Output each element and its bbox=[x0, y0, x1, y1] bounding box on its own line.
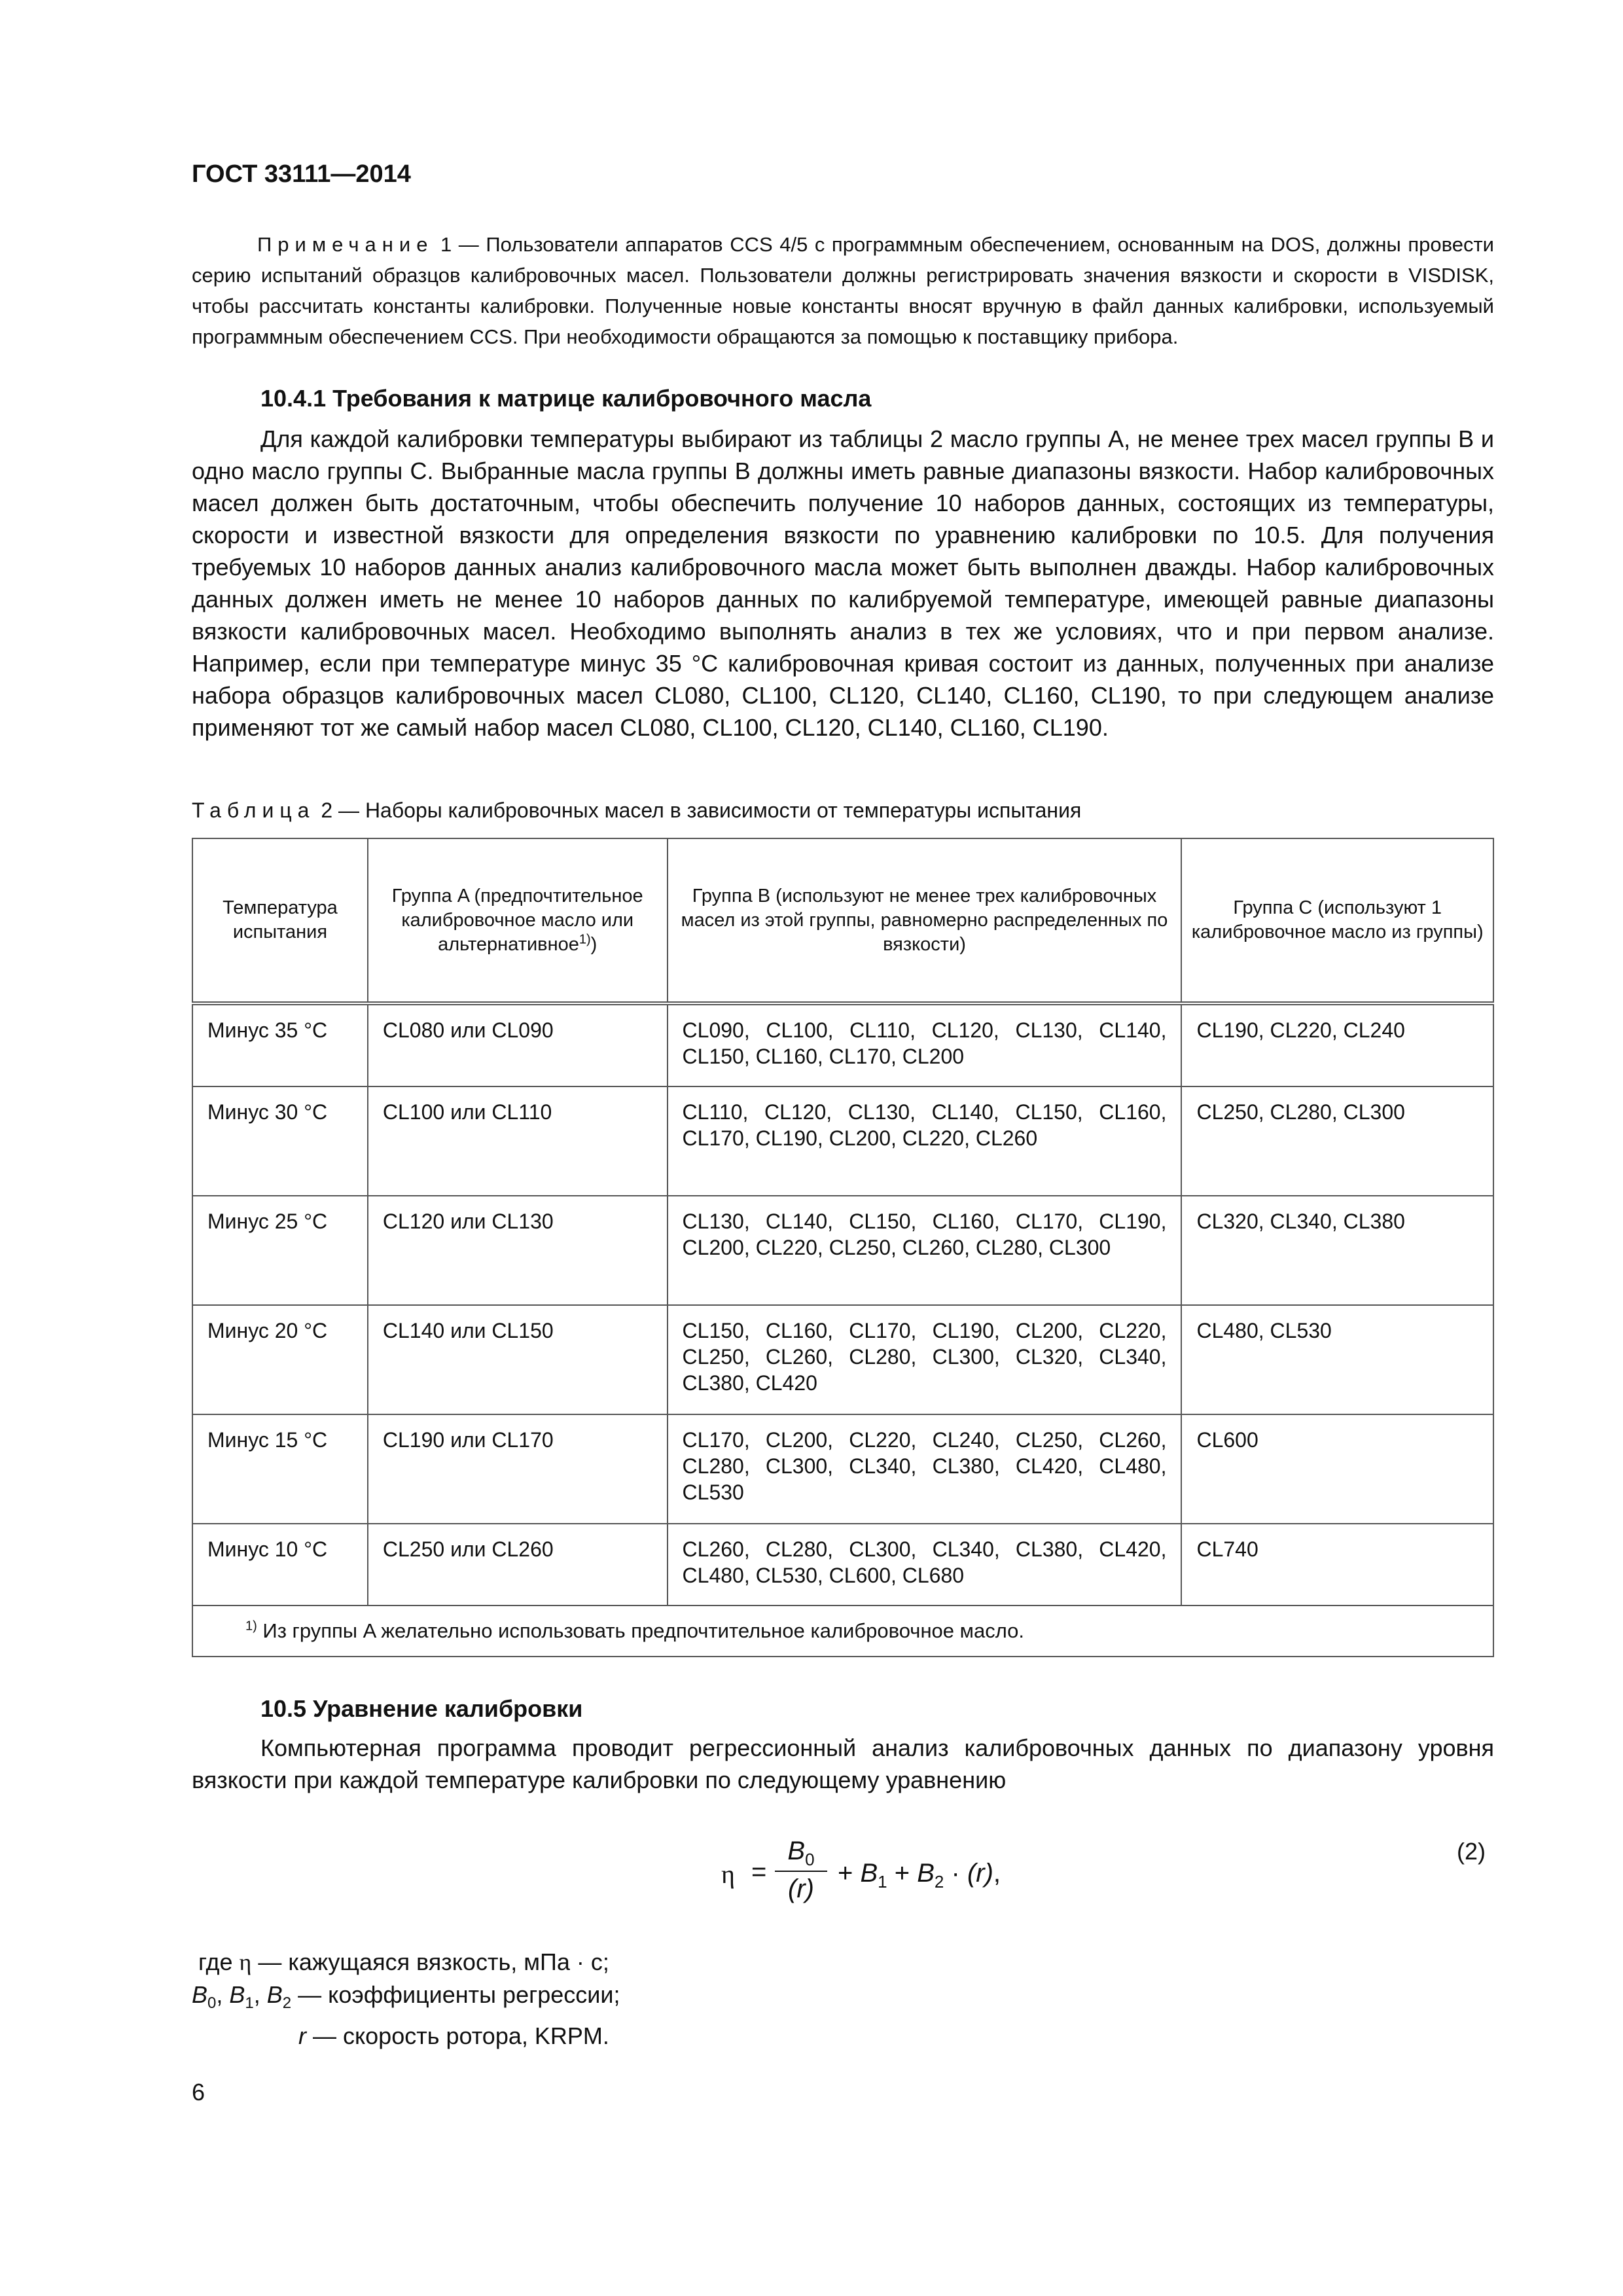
table-row bbox=[192, 1003, 1493, 1086]
cell-group-b: CL110, CL120, CL130, CL140, CL150, CL160, CL170, CL190, CL200, CL220, CL260 bbox=[668, 1086, 1182, 1196]
header-temperature: Температура испытания bbox=[192, 838, 368, 1003]
legend-eta: где η — кажущаяся вязкость, мПа · с; bbox=[198, 1948, 609, 1975]
cell-group-a: CL140 или CL150 bbox=[368, 1305, 668, 1414]
table-header-row bbox=[192, 838, 1493, 1003]
note-label: Примечание bbox=[257, 233, 434, 256]
table-caption-label: Таблица bbox=[192, 798, 315, 822]
fraction-bar bbox=[775, 1871, 827, 1872]
cell-group-b: CL170, CL200, CL220, CL240, CL250, CL260, CL280, CL300, CL340, CL380, CL420, CL480, CL530 bbox=[668, 1414, 1182, 1524]
cell-group-c: CL740 bbox=[1181, 1524, 1493, 1605]
legend-rotor-speed: r — скорость ротора, KRPM. bbox=[298, 2022, 609, 2050]
calibration-equation bbox=[713, 1833, 1067, 1911]
note-text: 1 — Пользователи аппаратов CCS 4/5 с программным обеспечением, основанным на DOS, должны провести серию испытаний образцов калибровочных масел. Пользователи должны регистрировать значения вязкости и скорости в VISDISK, чтобы рассчитать константы калибровки. Полученные новые константы вносят вручную в файл данных калибровки, используемый программным обеспечением CCS. При необходимости обращаются за помощью к поставщику прибора. bbox=[192, 233, 1494, 348]
header-group-a: Группа A (предпочтительное калибровочное масло или альтернативное$^{1)}$) bbox=[368, 838, 668, 1003]
table-row bbox=[192, 1196, 1493, 1305]
formula-eta: η bbox=[721, 1859, 735, 1889]
section-10-5-paragraph: Компьютерная программа проводит регрессионный анализ калибровочных данных по диапазону уровня вязкости при каждой температуре калибровки по следующему уравнению bbox=[192, 1734, 1494, 1793]
legend-coefficients: $B_0$, $B_1$, $B_2$ — коэффициенты регрессии; bbox=[192, 1981, 620, 2013]
cell-group-c: CL480, CL530 bbox=[1181, 1305, 1493, 1414]
standard-header: ГОСТ 33111—2014 bbox=[192, 160, 411, 188]
footnote-text: Из группы A желательно использовать предпочтительное калибровочное масло. bbox=[257, 1619, 1024, 1642]
cell-temperature: Минус 25 °C bbox=[192, 1196, 368, 1305]
cell-group-a: CL080 или CL090 bbox=[368, 1003, 668, 1086]
page-number: 6 bbox=[192, 2079, 205, 2106]
cell-group-a: CL250 или CL260 bbox=[368, 1524, 668, 1605]
formula-number: (2) bbox=[1457, 1838, 1486, 1865]
section-heading-10-4-1: 10.4.1 Требования к матрице калибровочного масла bbox=[260, 385, 872, 412]
header-group-b: Группа B (используют не менее трех калибровочных масел из этой группы, равномерно распределенных по вязкости) bbox=[668, 838, 1182, 1003]
calibration-oils-table bbox=[192, 838, 1494, 1657]
table-footnote bbox=[192, 1605, 1493, 1657]
table-caption bbox=[192, 798, 1081, 823]
section-10-4-1-paragraph: Для каждой калибровки температуры выбирают из таблицы 2 масло группы A, не менее трех масел группы B и одно масло группы C. Выбранные масла группы B должны иметь равные диапазоны вязкости. Набор калибровочных масел должен быть достаточным, чтобы обеспечить получение 10 наборов данных, состоящих из температуры, скорости и известной вязкости для определения вязкости по уравнению калибровки по 10.5. Для получения требуемых 10 наборов данных анализ калибровочного масла может быть выполнен дважды. Набор калибровочных данных должен иметь не менее 10 наборов данных по калибруемой температуре, имеющей равные диапазоны вязкости калибровочных масел. Необходимо выполнять анализ в тех же условиях, что и при первом анализе. Например, если при температуре минус 35 °C калибровочная кривая состоит из данных, полученных при анализе набора образцов калибровочных масел CL080, CL100, CL120, CL140, CL160, CL190, то при следующем анализе применяют тот же самый набор масел CL080, CL100, CL120, CL140, CL160, CL190. bbox=[192, 425, 1494, 741]
formula-equals: = bbox=[751, 1857, 767, 1886]
cell-group-c: CL320, CL340, CL380 bbox=[1181, 1196, 1493, 1305]
formula-legend bbox=[192, 1946, 620, 2053]
table-caption-text: 2 — Наборы калибровочных масел в зависимости от температуры испытания bbox=[315, 798, 1082, 822]
cell-group-a: CL100 или CL110 bbox=[368, 1086, 668, 1196]
cell-temperature: Минус 15 °C bbox=[192, 1414, 368, 1524]
table-row bbox=[192, 1414, 1493, 1524]
cell-group-c: CL600 bbox=[1181, 1414, 1493, 1524]
section-heading-10-5: 10.5 Уравнение калибровки bbox=[260, 1695, 583, 1722]
formula-numerator: $B_0$ bbox=[787, 1837, 815, 1869]
table-footnote-row bbox=[192, 1605, 1493, 1657]
cell-group-c: CL250, CL280, CL300 bbox=[1181, 1086, 1493, 1196]
cell-temperature: Минус 35 °C bbox=[192, 1003, 368, 1086]
cell-temperature: Минус 10 °C bbox=[192, 1524, 368, 1605]
formula-remainder: + $B_1 + B_2 \cdot (r)$, bbox=[838, 1859, 1001, 1892]
cell-group-b: CL260, CL280, CL300, CL340, CL380, CL420, CL480, CL530, CL600, CL680 bbox=[668, 1524, 1182, 1605]
cell-group-b: CL150, CL160, CL170, CL190, CL200, CL220, CL250, CL260, CL280, CL300, CL320, CL340, CL380, CL420 bbox=[668, 1305, 1182, 1414]
table-row bbox=[192, 1524, 1493, 1605]
cell-group-a: CL120 или CL130 bbox=[368, 1196, 668, 1305]
header-group-c: Группа C (используют 1 калибровочное масло из группы) bbox=[1181, 838, 1493, 1003]
cell-group-b: CL090, CL100, CL110, CL120, CL130, CL140, CL150, CL160, CL170, CL200 bbox=[668, 1003, 1182, 1086]
note-1 bbox=[192, 229, 1494, 352]
cell-group-c: CL190, CL220, CL240 bbox=[1181, 1003, 1493, 1086]
cell-group-b: CL130, CL140, CL150, CL160, CL170, CL190, CL200, CL220, CL250, CL260, CL280, CL300 bbox=[668, 1196, 1182, 1305]
formula-denominator: (r) bbox=[788, 1874, 814, 1903]
table-row bbox=[192, 1305, 1493, 1414]
footnote-mark: 1) bbox=[245, 1619, 257, 1634]
cell-temperature: Минус 30 °C bbox=[192, 1086, 368, 1196]
cell-group-a: CL190 или CL170 bbox=[368, 1414, 668, 1524]
cell-temperature: Минус 20 °C bbox=[192, 1305, 368, 1414]
table-row bbox=[192, 1086, 1493, 1196]
